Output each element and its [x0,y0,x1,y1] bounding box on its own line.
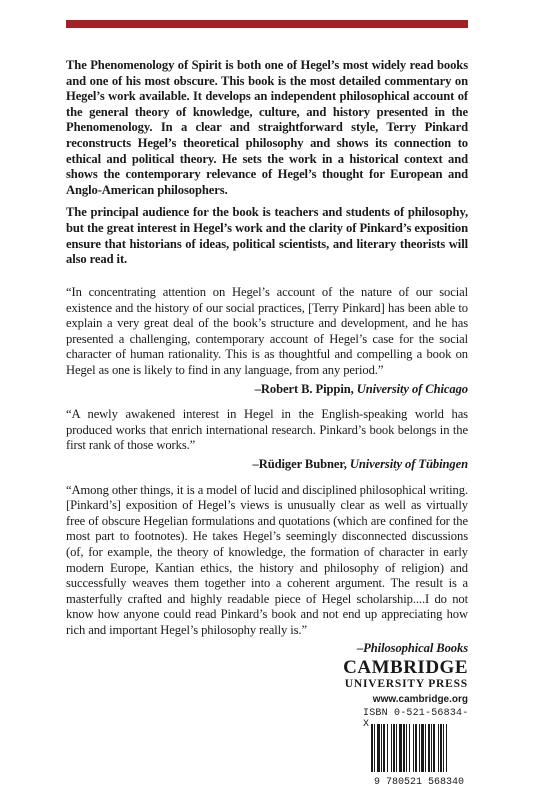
barcode-bar [403,724,405,772]
barcode-bar [425,724,426,772]
barcode-bar [419,724,420,772]
barcode-bar [406,724,407,772]
quote-text: “Among other things, it is a model of lucid and disciplined philosophical writing. [Pinkard’s] exposition of Hegel’s views is unusually clear as well as virtually free of obscure Hegelian formulations and quotations (which are confined for the most part to footnotes). He takes Hegel’s seemingly disconnected discussions (of, for example, the theory of knowledge, the formation of character in early modern Europe, Kantian ethics, the history and philosophy of religion) and successfully weaves them together into a coherent argument. The result is a masterfully crafted and highly readable piece of Hegel scholarship....I do not know how anyone could read Pinkard’s book and not end up appreciating how rich and important Hegel’s philosophy really is.” [66,482,468,637]
quote-attribution [66,641,468,657]
quote-affiliation: University of Tübingen [349,456,468,471]
barcode-bar [391,724,392,772]
publisher-url: www.cambridge.org [372,694,468,705]
barcode-bar [428,724,430,772]
barcode-bar [440,724,442,772]
barcode-bar [431,724,432,772]
barcode-bar [383,724,385,772]
isbn-number: ISBN 0-521-56834-X [363,708,469,730]
review-quotes [66,285,468,667]
barcode-bar [421,724,424,772]
publisher-logo [343,658,468,705]
barcode-number: 9 780521 568340 [373,777,465,786]
barcode-bar [371,724,373,772]
barcode [363,722,475,786]
publisher-name: CAMBRIDGE [343,657,468,678]
barcode-bar [409,724,410,772]
barcode-bar [413,724,414,772]
review-quote [66,407,468,472]
quote-text: “A newly awakened interest in Hegel in the English-speaking world has produced works that enrich international research. Pinkard’s book belongs in the first rank of those works.” [66,407,468,453]
barcode-bars [371,724,447,772]
barcode-bar [438,724,439,772]
review-quote [66,285,468,397]
book-description [66,58,468,275]
barcode-bar [374,724,375,772]
barcode-bar [446,724,447,772]
quote-author: –Robert B. Pippin, [254,381,354,396]
quote-attribution [66,457,468,473]
barcode-bar [393,724,395,772]
top-accent-bar [66,20,468,28]
quote-affiliation: –Philosophical Books [356,641,468,656]
barcode-bar [377,724,380,772]
quote-affiliation: University of Chicago [356,381,468,396]
barcode-bar [433,724,435,772]
quote-author: –Rüdiger Bubner, [252,456,347,471]
barcode-bar [396,724,397,772]
barcode-bar [381,724,382,772]
quote-text: “In concentrating attention on Hegel’s account of the nature of our social existence and the history of our social practices, [Terry Pinkard] has been able to explain a very great deal of the book’s structure and development, and he has presented a challenging, contemporary account of Hegel’s case for the social character of human rationality. This is as thoughtful and compelling a book on Hegel as one is likely to find in any language, from any period.” [66,285,468,377]
barcode-bar [387,724,388,772]
barcode-bar [443,724,444,772]
barcode-bar [415,724,417,772]
description-paragraph-2: The principal audience for the book is teachers and students of philosophy, but the great interest in Hegel’s work and the clarity of Pinkard’s exposition ensure that historians of ideas, political scientists, and literary theorists will also read it. [66,205,468,267]
publisher-subtitle: UNIVERSITY PRESS [344,678,468,690]
review-quote [66,483,468,658]
barcode-bar [399,724,402,772]
quote-attribution [66,382,468,398]
description-paragraph-1: The Phenomenology of Spirit is both one of Hegel’s most widely read books and one of his most obscure. This book is the most detailed commentary on Hegel’s work available. It develops an independent philosophical account of the general theory of knowledge, culture, and history presented in the Phenomenology. In a clear and straightforward style, Terry Pinkard reconstructs Hegel’s theoretical philosophy and shows its connection to ethical and political theory. He sets the work in a historical context and shows the contemporary relevance of Hegel’s thought for European and Anglo-American philosophers. [66,58,468,197]
